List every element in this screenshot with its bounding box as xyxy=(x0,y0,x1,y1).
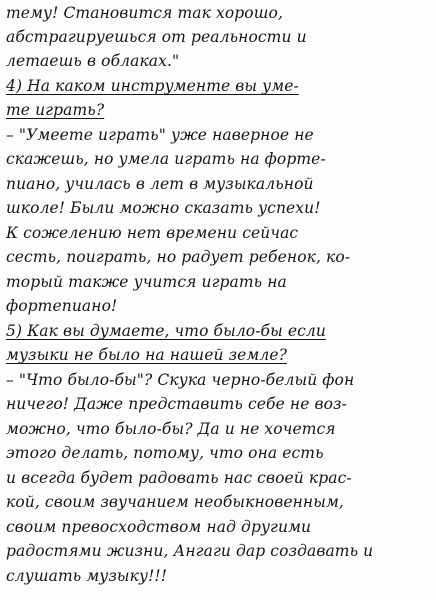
text-line-6: – "Умеете играть" уже наверное не xyxy=(6,126,314,144)
text-line-17: ничего! Даже представить себе не воз- xyxy=(6,395,347,413)
question-4-line-2: те играть? xyxy=(6,101,105,119)
text-line-23: радостями жизни, Ангаги дар создавать и xyxy=(6,542,374,560)
text-line-18: можно, что было-бы? Да и не хочется xyxy=(6,420,336,438)
text-line-7: скажешь, но умела играть на форте- xyxy=(6,150,326,168)
text-line-11: сесть, поиграть, но радует ребенок, ко- xyxy=(6,248,351,266)
text-line-24: слушать музыку!!! xyxy=(6,567,168,585)
text-line-20: и всегда будет радовать нас своей крас- xyxy=(6,469,352,487)
text-line-12: торый также учится играть на xyxy=(6,273,287,291)
question-5-line-2: музыки не было на нашей земле? xyxy=(6,346,288,364)
text-line-13: фортепиано! xyxy=(6,297,118,315)
text-line-19: этого делать, потому, что она есть xyxy=(6,444,324,462)
text-line-9: школе! Были можно сказать успехи! xyxy=(6,199,321,217)
text-line-2: абстрагируешься от реальности и xyxy=(6,28,307,46)
text-line-22: своим превосходством над другими xyxy=(6,518,312,536)
text-line-8: пиано, училась в лет в музыкальной xyxy=(6,175,314,193)
text-line-10: К сожелению нет времени сейчас xyxy=(6,224,299,242)
text-line-21: кой, своим звучанием необыкновенным, xyxy=(6,493,344,511)
text-line-16: – "Что было-бы"? Скука черно-белый фон xyxy=(6,371,355,389)
text-line-1: тему! Становится так хорошо, xyxy=(6,4,283,22)
text-line-3: летаешь в облаках." xyxy=(6,52,180,70)
question-5-line-1: 5) Как вы думаете, что было-бы если xyxy=(6,322,326,340)
question-4-line-1: 4) На каком инструменте вы уме- xyxy=(6,77,299,95)
